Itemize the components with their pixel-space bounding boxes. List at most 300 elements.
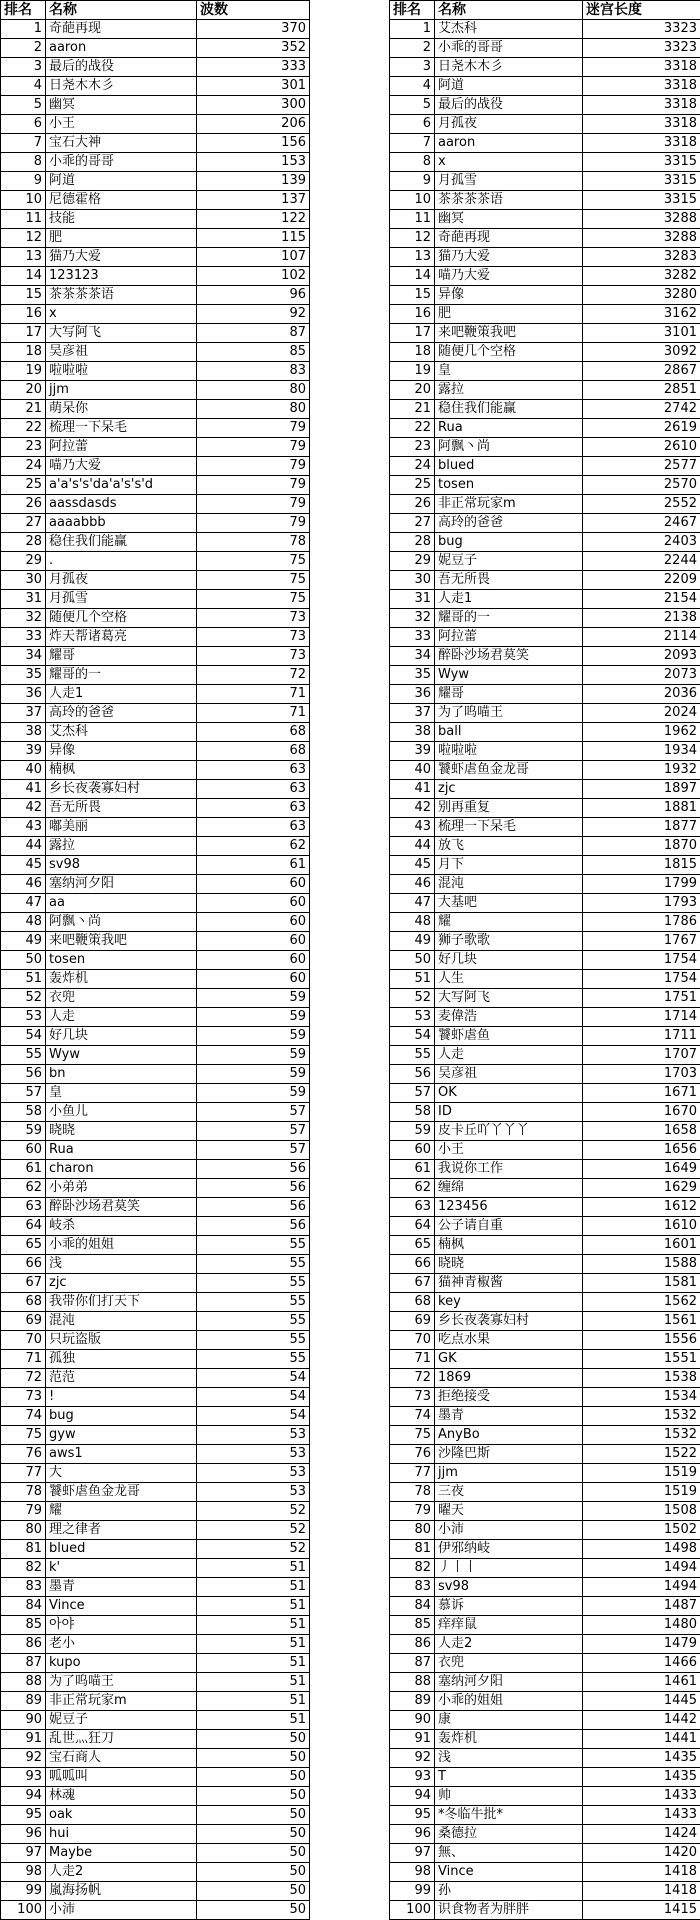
name-cell: 沙隆巴斯: [435, 1445, 583, 1464]
table-row: [1, 1882, 310, 1901]
value-cell: 60: [197, 970, 310, 989]
rank-cell: 60: [1, 1141, 46, 1160]
table-row: [390, 77, 700, 96]
name-cell: 喵乃大爱: [46, 457, 197, 476]
rank-cell: 87: [390, 1654, 435, 1673]
table-row: [390, 1065, 700, 1084]
table-row: [1, 1711, 310, 1730]
table-row: [390, 875, 700, 894]
table-row: [390, 1312, 700, 1331]
rank-cell: 34: [390, 647, 435, 666]
name-cell: 阿道: [46, 172, 197, 191]
rank-cell: 16: [390, 305, 435, 324]
name-cell: 123456: [435, 1198, 583, 1217]
table-row: [1, 1046, 310, 1065]
rank-cell: 75: [1, 1426, 46, 1445]
table-row: [1, 495, 310, 514]
table-row: [390, 666, 700, 685]
value-cell: 1502: [583, 1521, 700, 1540]
value-cell: 1532: [583, 1426, 700, 1445]
table-row: [390, 1027, 700, 1046]
name-cell: 梳理一下呆毛: [46, 419, 197, 438]
table-row: [390, 913, 700, 932]
table-row: [1, 818, 310, 837]
name-cell: 小乖的哥哥: [46, 153, 197, 172]
rank-cell: 28: [1, 533, 46, 552]
rank-cell: 91: [1, 1730, 46, 1749]
rank-cell: 91: [390, 1730, 435, 1749]
name-cell: a'a's's'da'a's's'd: [46, 476, 197, 495]
rank-cell: 4: [390, 77, 435, 96]
name-cell: 麦偉浩: [435, 1008, 583, 1027]
rank-cell: 7: [1, 134, 46, 153]
value-cell: 1601: [583, 1236, 700, 1255]
rank-cell: 22: [390, 419, 435, 438]
name-cell: 岐杀: [46, 1217, 197, 1236]
table-row: [390, 476, 700, 495]
name-cell: 稳住我们能赢: [46, 533, 197, 552]
value-cell: 60: [197, 894, 310, 913]
rank-cell: 94: [1, 1787, 46, 1806]
value-cell: 55: [197, 1312, 310, 1331]
value-cell: 52: [197, 1521, 310, 1540]
name-cell: 为了呜喵王: [435, 704, 583, 723]
rank-cell: 94: [390, 1787, 435, 1806]
table-row: [390, 571, 700, 590]
rank-cell: 62: [1, 1179, 46, 1198]
name-cell: 茶茶茶茶语: [435, 191, 583, 210]
name-cell: 人走1: [435, 590, 583, 609]
rank-cell: 14: [1, 267, 46, 286]
name-cell: sv98: [435, 1578, 583, 1597]
value-cell: 1612: [583, 1198, 700, 1217]
rank-cell: 96: [390, 1825, 435, 1844]
name-cell: 月下: [435, 856, 583, 875]
value-cell: 59: [197, 1046, 310, 1065]
name-cell: 宝石商人: [46, 1749, 197, 1768]
value-cell: 50: [197, 1787, 310, 1806]
value-cell: 1445: [583, 1692, 700, 1711]
value-cell: 1433: [583, 1806, 700, 1825]
name-cell: 缠绵: [435, 1179, 583, 1198]
rank-cell: 9: [390, 172, 435, 191]
table-row: [1, 647, 310, 666]
name-cell: 肥: [435, 305, 583, 324]
rank-cell: 39: [390, 742, 435, 761]
rank-cell: 47: [1, 894, 46, 913]
name-cell: 最后的战役: [46, 58, 197, 77]
value-cell: 56: [197, 1160, 310, 1179]
table-row: [390, 1369, 700, 1388]
table-row: [1, 400, 310, 419]
rank-cell: 66: [390, 1255, 435, 1274]
name-cell: Rua: [46, 1141, 197, 1160]
rank-cell: 42: [1, 799, 46, 818]
name-cell: 皇: [435, 362, 583, 381]
value-cell: 60: [197, 875, 310, 894]
table-row: [1, 20, 310, 39]
table-row: [1, 96, 310, 115]
rank-cell: 25: [390, 476, 435, 495]
table-row: [390, 229, 700, 248]
table-row: [1, 457, 310, 476]
name-cell: 妮豆子: [46, 1711, 197, 1730]
value-cell: 3282: [583, 267, 700, 286]
table-row: [1, 1654, 310, 1673]
name-cell: 皇: [46, 1084, 197, 1103]
table-row: [1, 1426, 310, 1445]
table-row: [1, 419, 310, 438]
value-cell: 1562: [583, 1293, 700, 1312]
table-row: [390, 742, 700, 761]
value-cell: 1767: [583, 932, 700, 951]
name-cell: 稳住我们能赢: [435, 400, 583, 419]
name-cell: tosen: [435, 476, 583, 495]
table-row: [390, 381, 700, 400]
name-cell: 小乖的姐姐: [435, 1692, 583, 1711]
name-cell: aaron: [435, 134, 583, 153]
name-cell: 浅: [435, 1749, 583, 1768]
value-cell: 55: [197, 1293, 310, 1312]
rank-cell: 39: [1, 742, 46, 761]
value-cell: 51: [197, 1559, 310, 1578]
table-row: [1, 134, 310, 153]
value-cell: 1487: [583, 1597, 700, 1616]
value-cell: 3323: [583, 39, 700, 58]
table-row: [1, 856, 310, 875]
table-row: [390, 780, 700, 799]
table-row: [1, 1217, 310, 1236]
table-row: [390, 419, 700, 438]
table-row: [390, 58, 700, 77]
table-row: [1, 1065, 310, 1084]
value-cell: 75: [197, 590, 310, 609]
value-cell: 1877: [583, 818, 700, 837]
rank-cell: 11: [1, 210, 46, 229]
value-cell: 1656: [583, 1141, 700, 1160]
value-cell: 73: [197, 628, 310, 647]
rank-cell: 93: [390, 1768, 435, 1787]
name-cell: 艾杰科: [435, 20, 583, 39]
name-cell: 奇葩再现: [435, 229, 583, 248]
name-cell: 阿拉蕾: [46, 438, 197, 457]
rank-cell: 57: [1, 1084, 46, 1103]
name-cell: 尼德霍格: [46, 191, 197, 210]
table-row: [1, 552, 310, 571]
table-row: [1, 571, 310, 590]
name-cell: 醉卧沙场君莫笑: [46, 1198, 197, 1217]
rank-cell: 48: [1, 913, 46, 932]
table-row: [1, 951, 310, 970]
name-cell: 墨青: [46, 1578, 197, 1597]
rank-cell: 6: [390, 115, 435, 134]
table-row: [390, 1236, 700, 1255]
rank-cell: 63: [1, 1198, 46, 1217]
name-cell: gyw: [46, 1426, 197, 1445]
rank-cell: 72: [390, 1369, 435, 1388]
rank-cell: 40: [1, 761, 46, 780]
rank-cell: 17: [390, 324, 435, 343]
rank-cell: 64: [1, 1217, 46, 1236]
name-header: 名称: [46, 1, 197, 20]
table-row: [390, 172, 700, 191]
table-row: [1, 1445, 310, 1464]
rank-cell: 8: [390, 153, 435, 172]
name-cell: 高玲的爸爸: [435, 514, 583, 533]
name-cell: 大基吧: [435, 894, 583, 913]
value-cell: 1932: [583, 761, 700, 780]
name-cell: oak: [46, 1806, 197, 1825]
name-cell: GK: [435, 1350, 583, 1369]
value-cell: 55: [197, 1255, 310, 1274]
name-cell: 混沌: [435, 875, 583, 894]
rank-cell: 82: [1, 1559, 46, 1578]
table-row: [1, 1255, 310, 1274]
table-row: [1, 1179, 310, 1198]
name-cell: 小乖的哥哥: [435, 39, 583, 58]
table-row: [1, 438, 310, 457]
value-cell: 71: [197, 685, 310, 704]
table-row: [390, 1084, 700, 1103]
rank-cell: 27: [1, 514, 46, 533]
name-cell: 幽冥: [435, 210, 583, 229]
table-row: [390, 1464, 700, 1483]
name-cell: 1869: [435, 1369, 583, 1388]
rank-cell: 81: [390, 1540, 435, 1559]
name-cell: aassdasds: [46, 495, 197, 514]
table-row: [1, 267, 310, 286]
table-row: [1, 1122, 310, 1141]
table-row: [1, 1559, 310, 1578]
table-row: [390, 457, 700, 476]
table-row: [1, 1008, 310, 1027]
value-cell: 1466: [583, 1654, 700, 1673]
value-cell: 115: [197, 229, 310, 248]
table-row: [390, 1692, 700, 1711]
value-cell: 1479: [583, 1635, 700, 1654]
table-row: [1, 58, 310, 77]
value-cell: 55: [197, 1236, 310, 1255]
rank-cell: 20: [390, 381, 435, 400]
value-cell: 1498: [583, 1540, 700, 1559]
name-cell: 慕诉: [435, 1597, 583, 1616]
value-cell: 57: [197, 1141, 310, 1160]
name-cell: 桑德拉: [435, 1825, 583, 1844]
table-row: [390, 704, 700, 723]
name-cell: 耀哥: [435, 685, 583, 704]
value-cell: 1934: [583, 742, 700, 761]
table-row: [390, 1103, 700, 1122]
rank-cell: 2: [1, 39, 46, 58]
value-cell: 71: [197, 704, 310, 723]
value-cell: 2073: [583, 666, 700, 685]
table-row: [1, 799, 310, 818]
name-cell: 月孤夜: [435, 115, 583, 134]
name-cell: zjc: [46, 1274, 197, 1293]
value-cell: 1418: [583, 1882, 700, 1901]
rank-cell: 80: [390, 1521, 435, 1540]
value-cell: 1435: [583, 1749, 700, 1768]
name-cell: 耀哥的一: [46, 666, 197, 685]
value-cell: 51: [197, 1711, 310, 1730]
rank-cell: 62: [390, 1179, 435, 1198]
table-row: [390, 1844, 700, 1863]
name-cell: 塞纳河夕阳: [46, 875, 197, 894]
value-cell: 50: [197, 1844, 310, 1863]
name-cell: Maybe: [46, 1844, 197, 1863]
rank-cell: 74: [1, 1407, 46, 1426]
table-row: [390, 723, 700, 742]
name-cell: 浅: [46, 1255, 197, 1274]
table-row: [390, 191, 700, 210]
name-cell: 晓晓: [46, 1122, 197, 1141]
rank-cell: 22: [1, 419, 46, 438]
table-row: [390, 1768, 700, 1787]
rank-cell: 86: [390, 1635, 435, 1654]
rank-cell: 81: [1, 1540, 46, 1559]
table-row: [390, 1426, 700, 1445]
value-cell: 59: [197, 1065, 310, 1084]
table-row: [390, 1217, 700, 1236]
left-ranking-table: [0, 0, 310, 1920]
rank-cell: 38: [390, 723, 435, 742]
value-cell: 2209: [583, 571, 700, 590]
rank-cell: 64: [390, 1217, 435, 1236]
table-row: [1, 1027, 310, 1046]
value-cell: 50: [197, 1863, 310, 1882]
right-ranking-table: [389, 0, 700, 1920]
rank-cell: 41: [1, 780, 46, 799]
table-row: [390, 533, 700, 552]
table-row: [390, 514, 700, 533]
value-cell: 3315: [583, 172, 700, 191]
rank-cell: 76: [390, 1445, 435, 1464]
rank-cell: 84: [1, 1597, 46, 1616]
rank-cell: 90: [390, 1711, 435, 1730]
name-cell: 阿道: [435, 77, 583, 96]
value-cell: 50: [197, 1768, 310, 1787]
value-cell: 78: [197, 533, 310, 552]
value-cell: 1629: [583, 1179, 700, 1198]
rank-cell: 53: [390, 1008, 435, 1027]
name-cell: aaron: [46, 39, 197, 58]
rank-cell: 21: [390, 400, 435, 419]
name-cell: 帅: [435, 1787, 583, 1806]
value-cell: 3315: [583, 191, 700, 210]
rank-cell: 55: [1, 1046, 46, 1065]
table-row: [1, 1274, 310, 1293]
rank-cell: 83: [1, 1578, 46, 1597]
name-cell: !: [46, 1388, 197, 1407]
value-cell: 1442: [583, 1711, 700, 1730]
rank-cell: 59: [390, 1122, 435, 1141]
name-cell: 衣兜: [435, 1654, 583, 1673]
rank-cell: 54: [390, 1027, 435, 1046]
rank-cell: 78: [1, 1483, 46, 1502]
value-cell: 3315: [583, 153, 700, 172]
value-cell: 79: [197, 514, 310, 533]
table-row: [390, 1749, 700, 1768]
rank-cell: 34: [1, 647, 46, 666]
table-row: [1, 1787, 310, 1806]
rank-cell: 18: [390, 343, 435, 362]
name-cell: 放飞: [435, 837, 583, 856]
rank-cell: 87: [1, 1654, 46, 1673]
rank-cell: 70: [1, 1331, 46, 1350]
value-cell: 2244: [583, 552, 700, 571]
table-row: [1, 533, 310, 552]
table-row: [390, 609, 700, 628]
value-cell: 50: [197, 1730, 310, 1749]
table-row: [1, 1331, 310, 1350]
rank-cell: 46: [1, 875, 46, 894]
name-cell: 痒痒鼠: [435, 1616, 583, 1635]
table-row: [1, 343, 310, 362]
value-cell: 56: [197, 1198, 310, 1217]
value-cell: 3280: [583, 286, 700, 305]
rank-cell: 33: [390, 628, 435, 647]
table-row: [1, 1749, 310, 1768]
table-row: [1, 286, 310, 305]
name-cell: bn: [46, 1065, 197, 1084]
name-cell: 日尧木木彡: [46, 77, 197, 96]
name-cell: 我带你们打天下: [46, 1293, 197, 1312]
name-cell: 嘟美丽: [46, 818, 197, 837]
table-row: [390, 970, 700, 989]
name-cell: 好几块: [46, 1027, 197, 1046]
rank-cell: 51: [390, 970, 435, 989]
value-cell: 1793: [583, 894, 700, 913]
name-header: 名称: [435, 1, 583, 20]
value-cell: 50: [197, 1825, 310, 1844]
name-cell: 林魂: [46, 1787, 197, 1806]
table-row: [390, 1559, 700, 1578]
rank-cell: 6: [1, 115, 46, 134]
table-row: [390, 951, 700, 970]
rank-cell: 55: [390, 1046, 435, 1065]
table-row: [390, 1122, 700, 1141]
table-row: [390, 1293, 700, 1312]
table-row: [390, 818, 700, 837]
rank-cell: 56: [1, 1065, 46, 1084]
rank-cell: 89: [390, 1692, 435, 1711]
name-cell: 吴彦祖: [435, 1065, 583, 1084]
table-row: [1, 229, 310, 248]
rank-cell: 36: [1, 685, 46, 704]
rank-cell: 65: [1, 1236, 46, 1255]
name-cell: 奇葩再现: [46, 20, 197, 39]
rank-cell: 5: [1, 96, 46, 115]
value-cell: 1532: [583, 1407, 700, 1426]
value-cell: 1556: [583, 1331, 700, 1350]
table-row: [1, 1768, 310, 1787]
rank-cell: 19: [1, 362, 46, 381]
rank-cell: 30: [390, 571, 435, 590]
table-row: [1, 837, 310, 856]
value-cell: 79: [197, 419, 310, 438]
table-row: [1, 1369, 310, 1388]
rank-cell: 4: [1, 77, 46, 96]
table-row: [390, 1350, 700, 1369]
rank-cell: 49: [390, 932, 435, 951]
name-cell: AnyBo: [435, 1426, 583, 1445]
name-cell: ID: [435, 1103, 583, 1122]
value-cell: 61: [197, 856, 310, 875]
name-cell: 非正常玩家m: [435, 495, 583, 514]
name-cell: 無、: [435, 1844, 583, 1863]
value-cell: 1815: [583, 856, 700, 875]
value-cell: 1881: [583, 799, 700, 818]
